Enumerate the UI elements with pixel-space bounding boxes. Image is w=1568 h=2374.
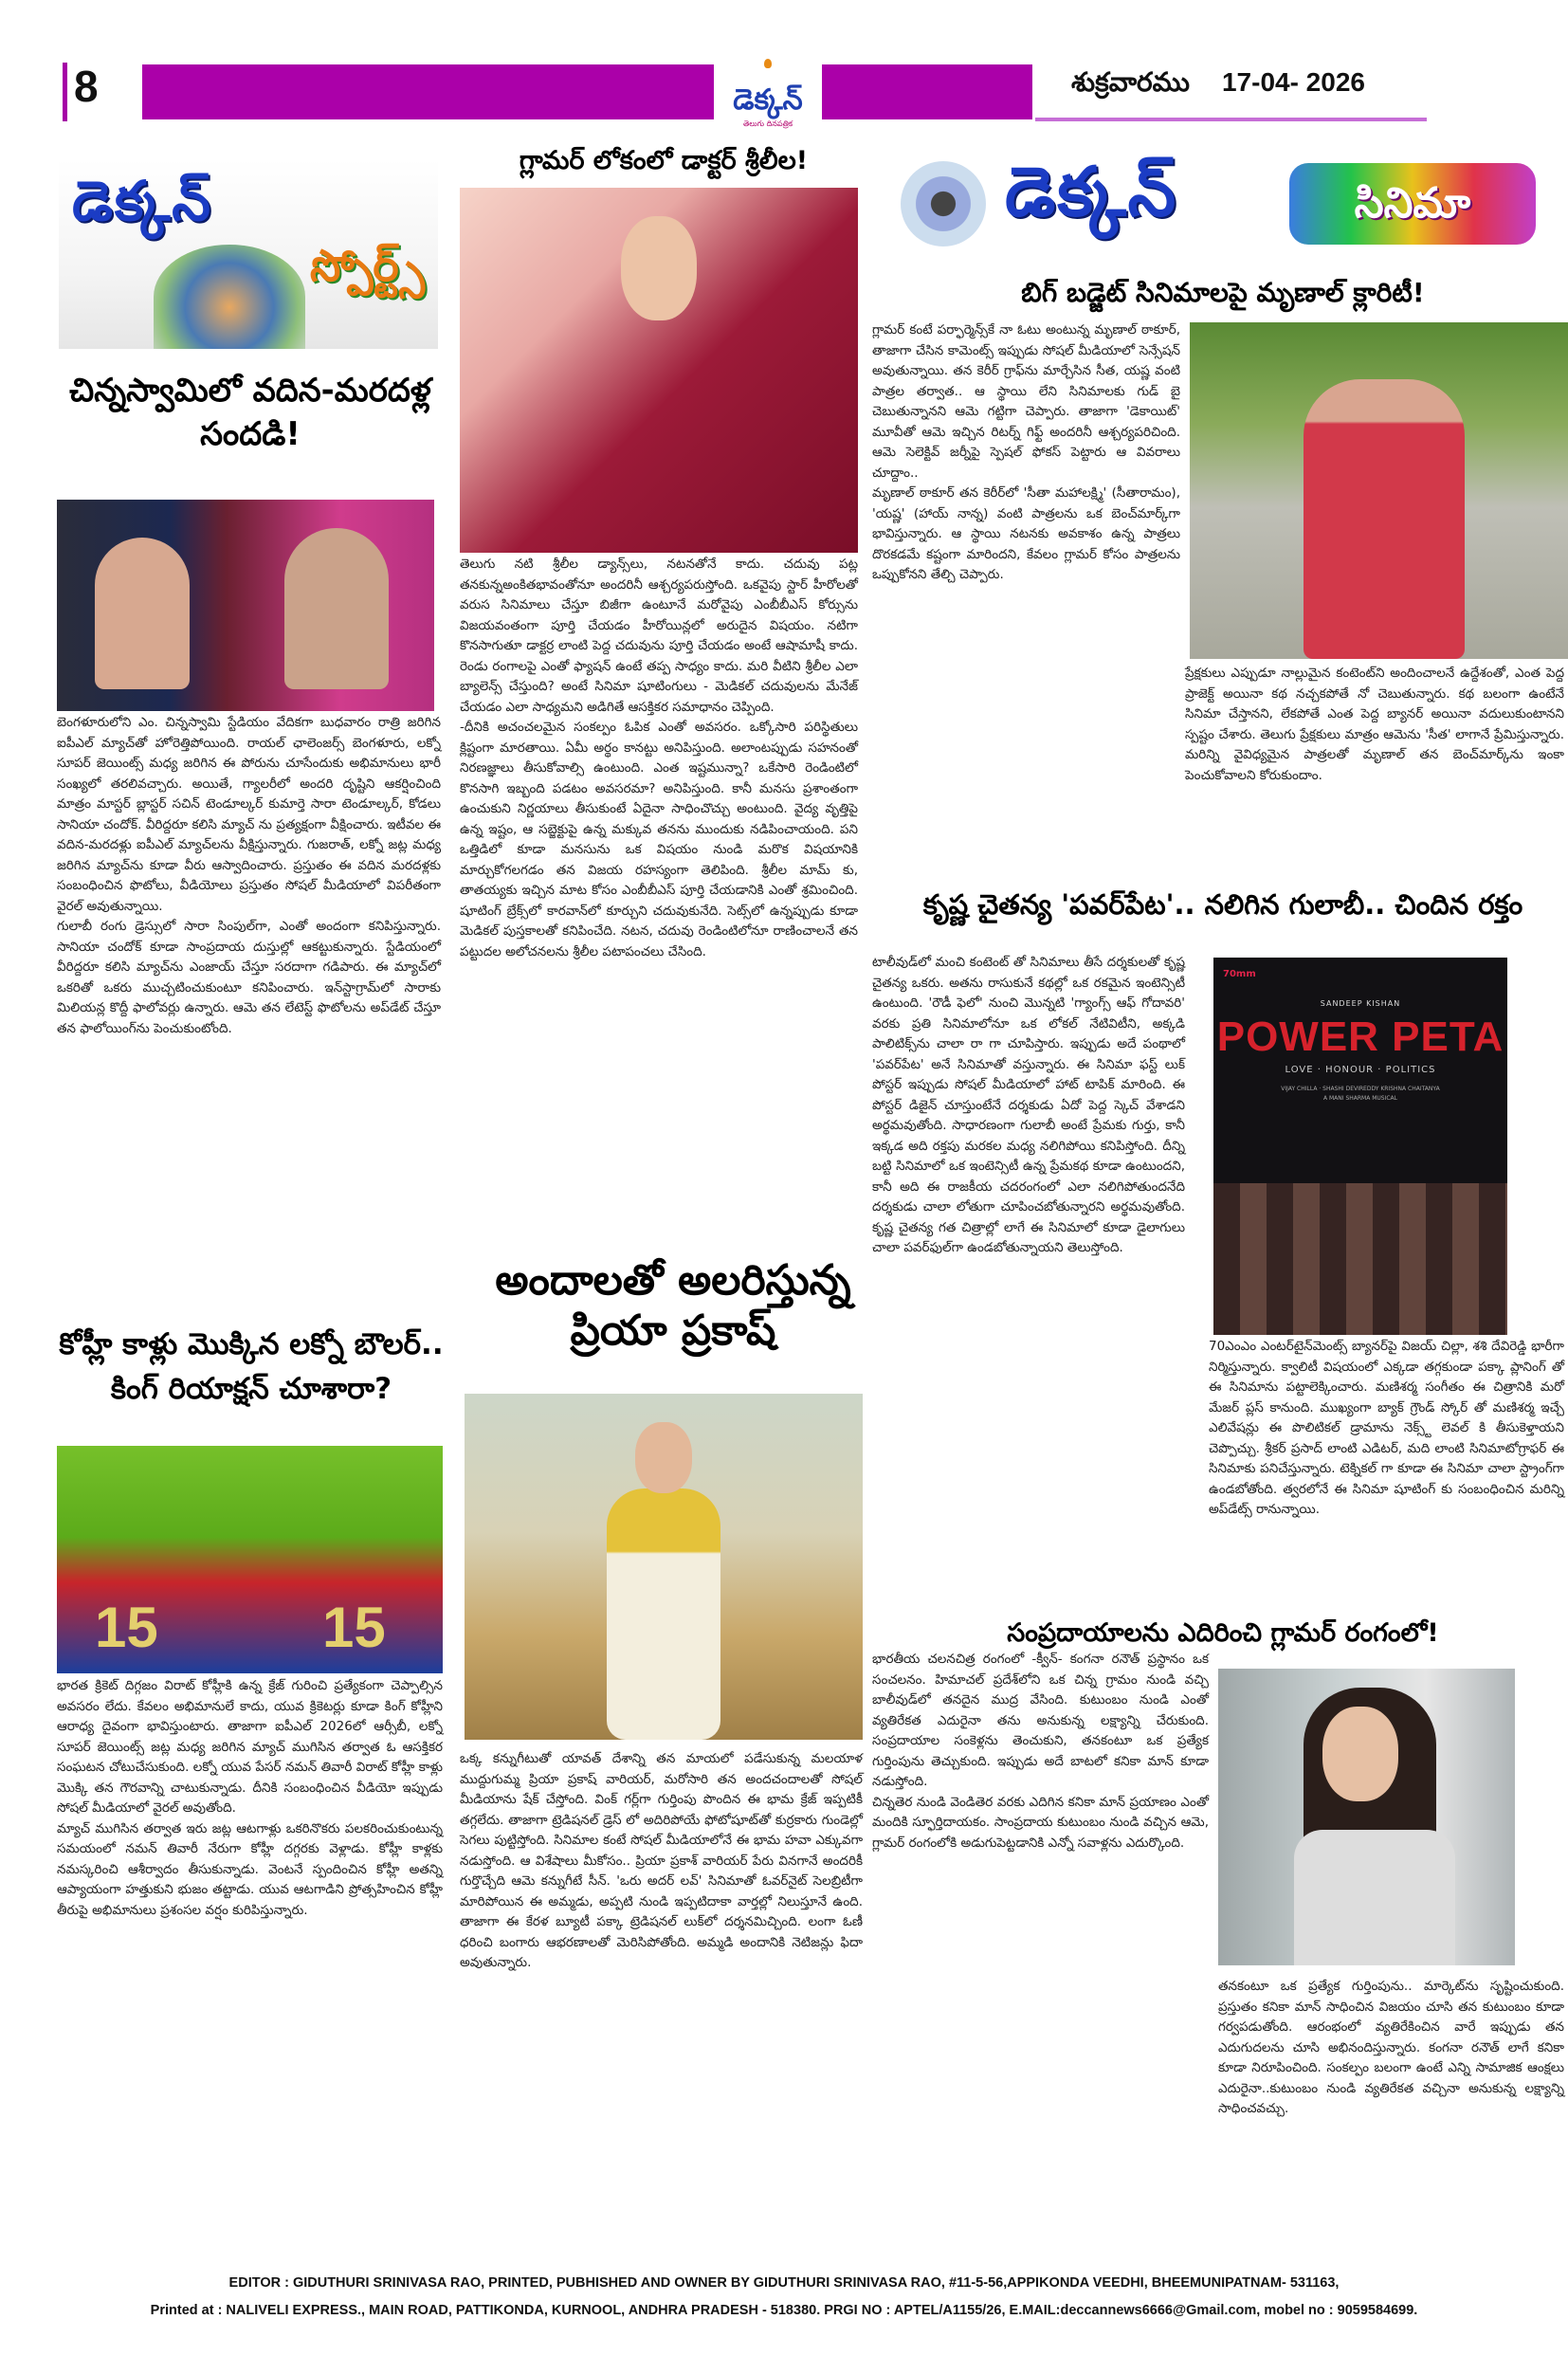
article-body-sreeleela [460, 555, 858, 962]
article-body-mrunal-cont [1185, 664, 1564, 786]
paragraph: తెలుగు నటి శ్రీలీల డ్యాన్స్‌లు, నటనతోనే కాదు. చదువు పట్ల తనకున్నఅంకితభావంతోనూ అందరినీ ఆశ్చర్యపరుస్తోంది. ఒకవైపు స్టార్ హీరోలతో వరుస సినిమాలు చేస్తూ బిజీగా ఉంటూనే మరోవైపు ఎంబీబీఎస్ కోర్సును విజయవంతంగా పూర్తి చేయడం హీరోయిన్లలో అరుదైన విషయం. నటిగా కొనసాగుతూ డాక్టర్ర లాంటి పెద్ద చదువును పూర్తి చేయడం అంటే ఆషామాషీ కాదు. రెండు రంగాలపై ఎంతో ఫ్యాషన్ ఉంటే తప్ప సాధ్యం కాదు. మరి వీటిని శ్రీలీల ఎలా బ్యాలెన్స్ చేస్తుంది? అంటే సినిమా షూటింగులు - మెడికల్ చదువులను మేనేజ్ చేయడం ఎలా సాధ్యమని అడిగితే ఆసక్తికర సమాధానం చెప్పింది. [460, 557, 858, 715]
article-body-sports-1 [57, 713, 441, 1039]
flame-icon [764, 59, 772, 68]
poster-power-peta [1213, 958, 1507, 1335]
day-label: శుక్రవారము [1071, 66, 1190, 98]
paragraph: భారతీయ చలనచిత్ర రంగంలో -క్వీన్- కంగనా రనౌత్ ప్రస్థానం ఒక సంచలనం. హిమాచల్ ప్రదేశ్‌లోని ఒక చిన్న గ్రామం నుండి వచ్చి బాలీవుడ్‌లో తనదైన ముద్ర వేసింది. కుటుంబం నుండి ఎంతో వ్యతిరేకత ఎదురైనా తను అనుకున్న లక్ష్యాన్ని చేరుకుంది. సంప్రదాయాల సంకెళ్లను తెంచుకుని, తనకంటూ ఒక ప్రత్యేక గుర్తింపును తెచ్చుకుంది. ఇప్పుడు అదే బాటలో కనికా మాన్ కూడా నడుస్తోంది. [872, 1652, 1209, 1789]
headline-sreeleela: గ్లామర్ లోకంలో డాక్టర్ శ్రీలీల! [519, 146, 809, 175]
masthead-bar-right [822, 64, 1032, 119]
article-body-kangana [872, 1650, 1209, 1854]
article-body-power-peta [872, 953, 1185, 1259]
poster-title: POWER PETA [1216, 1014, 1504, 1060]
photo-mrunal [1190, 322, 1568, 659]
paragraph: మృణాల్ ఠాకూర్ తన కెరీర్‌లో 'సీతా మహాలక్ష్మి' (సీతారామం), 'యష్ణ' (హాయ్ నాన్న) వంటి పాత్రలను ఒక బెంచ్‌మార్క్‌గా భావిస్తున్నారు. ఆ స్థాయి నటనకు అవకాశం ఉన్న పాత్రలు దొరకడమే కష్టంగా మారిందని, కేవలం గ్లామర్ కోసం పాత్రలను ఒప్పుకోనని తేల్చి చెప్పారు. [872, 485, 1180, 582]
headline-power-peta: కృష్ణ చైతన్య 'పవర్‌పేట'.. నలిగిన గులాబీ.. చిందిన రక్తం [922, 888, 1523, 921]
poster-top-credit: SANDEEP KISHAN [1320, 999, 1401, 1008]
page-number: 8 [74, 62, 99, 111]
cinema-banner-title: డెక్కన్ [1005, 152, 1178, 231]
paragraph: తనకంటూ ఒక ప్రత్యేక గుర్తింపును.. మార్కెట్‌ను సృష్టించుకుంది. ప్రస్తుతం కనికా మాన్ సాధించిన విజయం చూసి తన కుటుంబం కూడా గర్వపడుతోంది. ఆరంభంలో వ్యతిరేకించిన వారే ఇప్పుడు తన ఎదుగుదలను చూసి అభినందిస్తున్నారు. కంగనా రనౌత్ లాగే కనికా కూడా నిరూపించింది. సంకల్పం బలంగా ఉంటే ఎన్ని సామాజిక ఆంక్షలు ఎదురైనా..కుటుంబం నుండి వ్యతిరేకత వచ్చినా అనుకున్న లక్ష్యాన్ని సాధించవచ్చు. [1218, 1979, 1564, 2116]
dateline [1071, 66, 1365, 104]
masthead-bar-left [142, 64, 714, 119]
sports-section-banner [59, 159, 438, 349]
paragraph: గులాబీ రంగు డ్రెస్సులో సారా సింపుల్‌గా, ఎంతో అందంగా కనిపిస్తున్నారు. సానియా చందోక్ కూడా సాంప్రదాయ దుస్తుల్లో ఆకట్టుకున్నారు. స్టేడియంలో వీరిద్దరూ కలిసి మ్యాచ్‌ను ఎంజాయ్ చేస్తూ సరదాగా గడిపారు. ఈ మ్యాచ్‌లో ఒకరితో ఒకరు ముచ్చటించుకుంటూ కనిపించారు. ఇన్‌స్టాగ్రామ్‌లో సారాకు మిలియన్ల కొద్దీ ఫాలోవర్లు ఉన్నారు. ఆమె తన లేటెస్ట్ ఫొటోలను అప్‌డేట్ చేస్తూ తన ఫాలోయింగ్‌ను పెంచుకుంటోంది. [57, 919, 442, 1036]
photo-face [635, 1422, 692, 1493]
jersey-number: 15 [322, 1596, 386, 1659]
masthead-logo [716, 59, 820, 128]
date-underline [1035, 118, 1427, 121]
photo-person-left [95, 538, 190, 689]
headline-kangana: సంప్రదాయాలను ఎదిరించి గ్లామర్ రంగంలో! [1007, 1618, 1439, 1648]
article-body-mrunal [872, 320, 1180, 586]
paragraph: ఒక్క కన్నుగీటుతో యావత్ దేశాన్ని తన మాయలో పడేసుకున్న మలయాళ ముద్దుగుమ్మ ప్రియా ప్రకాష్ వారియర్, మరోసారి తన అందచందాలతో సోషల్ మీడియాను షేక్ చేస్తోంది. వింక్ గర్ల్‌గా గుర్తింపు పొందిన ఈ భామ క్రేజ్ ఇప్పటికీ తగ్గలేదు. తాజాగా ట్రెడిషనల్ డ్రెస్ లో అదిరిపోయే ఫోటోషూట్‌తో కుర్రకారు గుండెల్లో సెగలు పుట్టిస్తోంది. సినిమాల కంటే సోషల్ మీడియాలోనే ఈ భామ హవా ఎక్కువగా నడుస్తోంది. ఆ విశేషాలు మీకోసం.. ప్రియా ప్రకాశ్ వారియర్ పేరు వినగానే అందరికీ గుర్తొచ్చేది ఆమె కన్నుగీటే సీన్. 'ఒరు అదర్ లవ్' సినిమాతో ఓవర్‌నైట్ సెలబ్రిటీగా మారిపోయిన ఈ అమ్మడు, అప్పటి నుండి ఇప్పటిదాకా వార్తల్లో నిలుస్తూనే ఉంది. తాజాగా ఈ కేరళ బ్యూటీ పక్కా ట్రెడిషనల్ లుక్‌లో దర్శనమిచ్చింది. లంగా ఓణీ ధరించి బంగారు ఆభరణాలతో మెరిసిపోతోంది. అమ్మడి అందానికి నెటిజన్లు ఫిదా అవుతున్నారు. [460, 1751, 863, 1970]
paragraph: -దీనికి అచంచలమైన సంకల్పం ఓపిక ఎంతో అవసరం. ఒక్కోసారి పరిస్థితులు క్లిష్టంగా మారతాయి. ఏమీ అర్థం కానట్టు అనిపిస్తుంది. అలాంటప్పుడు సహనంతో నిరణజ్ఞాలు తీసుకోవాల్సి ఉంటుంది. ఎంత ఇష్టమున్నా? ఒకేసారి రెండింటిలో కొనసాగి ఇబ్బంది పడటం అవసరమా? అనిపిస్తుంది. కానీ మనసు ప్రశాంతంగా ఉంచుకుని నిర్ణయాలు తీసుకుంటే ఏదైనా సాధించొచ్చు అంటుంది. వైద్య వృత్తిపై ఉన్న ఇష్టం, ఆ సబ్జెక్టుపై ఉన్న మక్కువ తనను ముందుకు నడిపించాయంది. పని ఒత్తిడిలో కూడా మనసును ఒక విషయం నుండి మరొక విషయానికి మార్చుకోగలగడం తన విజయ రహస్యంగా తెలిపింది. శ్రీలీల మామ్ కు, తాతయ్యకు ఇచ్చిన మాట కోసం ఎంబీబీఎస్ పూర్తి చేయడానికి ఎంతో శ్రమించింది. షూటింగ్ బ్రేక్స్‌లో కారవాన్‌లో కూర్చుని చదువుకునేది. సెట్స్‌లో ఉన్నప్పుడు కూడా మెడికల్ పుస్తకాలతో కనిపించేది. నటన, చదువు రెండింటిలోనూ రాణించాలనే తన పట్టుదల అలోచనలను శ్రీలీల పటాపంచలు చేసింది. [460, 720, 858, 959]
photo-outfit [1294, 1830, 1455, 1965]
photo-sara-sania [57, 500, 434, 711]
article-body-sports-2 [57, 1676, 443, 1921]
headline-priya: అందాలతో అలరిస్తున్న ప్రియా ప్రకాష్ [495, 1256, 851, 1355]
studio-logo: 70mm [1223, 969, 1256, 979]
chessboard-illustration [1213, 1183, 1507, 1335]
date-label: 17-04- 2026 [1221, 67, 1365, 97]
headline-sports-1: చిన్నస్వామిలో వదిన-మరదళ్ల సందడి! [69, 372, 431, 453]
poster-credits-line: A MANI SHARMA MUSICAL [1322, 1094, 1398, 1102]
sports-banner-subtitle: స్పోర్ట్స్ [310, 240, 426, 291]
paragraph: గ్లామర్ కంటే పర్ఫార్మెన్స్‌కే నా ఓటు అంటున్న మృణాల్ ఠాకూర్, తాజాగా చేసిన కామెంట్స్ ఇప్పుడు సోషల్ మీడియాలో సెన్సేషన్ అవుతున్నాయి. తన కెరీర్ గ్రాఫ్‌ను మార్చేసిన సీత, యష్ణ వంటి పాత్రల తర్వాత.. ఆ స్థాయి లేని సినిమాలకు గుడ్ బై చెబుతున్నానని ఆమె గట్టిగా చెప్పారు. తాజాగా 'డెకాయిట్' మూవీతో ఆమె ఇచ్చిన రిటర్న్ గిఫ్ట్ అందరినీ ఆశ్చర్యపరిచింది. ఆమె సెలెక్టివ్ జర్నీపై స్పెషల్ ఫోకస్ పెట్టారు ఆ వివరాలు చూద్దాం.. [872, 322, 1180, 481]
article-body-kangana-cont [1218, 1977, 1564, 2120]
logo-tagline: తెలుగు దినపత్రిక [742, 119, 793, 128]
jersey-number: 15 [95, 1596, 158, 1659]
photo-sreeleela [460, 188, 858, 553]
paragraph: బెంగళూరులోని ఎం. చిన్నస్వామి స్టేడియం వేదికగా బుధవారం రాత్రి జరిగిన ఐపీఎల్ మ్యాచ్‌తో హోరెత్తిపోయింది. రాయల్ ఛాలెంజర్స్ బెంగళూరు, లక్నో సూపర్ జెయింట్స్ మధ్య జరిగిన ఈ పోరును చూసేందుకు అభిమానులు భారీ సంఖ్యలో తరలివచ్చారు. అయితే, గ్యాలరీలో అందరి దృష్టిని ఆకర్షించింది మాత్రం మాస్టర్ బ్లాస్టర్ సచిన్ టెండూల్కర్ కుమార్తె సారా టెండూల్కర్, కోడలు సానియా చందోక్. వీరిద్దరూ కలిసి మ్యాచ్ ను ప్రత్యక్షంగా వీక్షించారు. ఇటీవల ఈ వదిన-మరదళ్లు ఐపీఎల్ మ్యాచ్‌లను వీక్షిస్తున్నారు. గుజరాత్, లక్నో జట్ల మధ్య జరిగిన మ్యాచ్‌ను కూడా వీరు ఆస్వాదించారు. ప్రస్తుతం ఈ వదిన మరదళ్లకు సంబంధించిన ఫొటోలు, వీడియోలు ప్రస్తుతం సోషల్ మీడియాలో విపరీతంగా వైరల్ అవుతున్నాయి. [57, 715, 441, 914]
page-number-bar [63, 63, 67, 121]
paragraph: ప్రేక్షకులు ఎప్పుడూ నాల్లుమైన కంటెంట్‌ని అందించాలనే ఉద్దేశంతో, ఎంత పెద్ద ప్రాజెక్ట్ అయినా కథ నచ్చకపోతే నో చెబుతున్నారు. కథ బలంగా ఉంటేనే సినిమా చేస్తానని, లేకపోతే ఎంత పెద్ద బ్యానర్ అయినా వదులుకుంటానని స్పష్టం చేశారు. తెలుగు ప్రేక్షకులు మాత్రం ఆమెను 'సీత' లాగానే ప్రేమిస్తున్నారు. మరిన్ని వైవిధ్యమైన పాత్రలతో మృణాల్ తన బెంచ్‌మార్క్‌ను ఇంకా పెంచుకోవాలని కోరుకుందాం. [1185, 666, 1564, 783]
photo-priya-prakash [465, 1394, 863, 1740]
footer-imprint-line-1: EDITOR : GIDUTHURI SRINIVASA RAO, PRINTED, PUBHISHED AND OWNER BY GIDUTHURI SRINIVASA RAO, #11-5-56,APPIKONDA VEEDHI, BHEEMUNIPATNAM- 531163, [228, 2275, 1340, 2291]
paragraph: టాలీవుడ్‌లో మంచి కంటెంట్ తో సినిమాలు తీసే దర్శకులతో కృష్ణ చైతన్య ఒకరు. అతను రాసుకునే కథల్లో ఒక రకమైన ఇంటెన్సిటీ ఉంటుంది. 'రౌడీ ఫెలో' నుంచి మొన్నటి 'గ్యాంగ్స్ ఆఫ్ గోదావరి' వరకు ప్రతి సినిమాలోనూ ఒక లోకల్ నేటివిటీని, అక్కడి పాలిటిక్స్‌ను చాలా రా గా చూపిస్తారు. ఇప్పుడు అదే పంథాలో 'పవర్‌పేట' అనే సినిమాతో వస్తున్నారు. ఈ సినిమా ఫస్ట్ లుక్ పోస్టర్ ఇప్పుడు సోషల్ మీడియాలో హాట్ టాపిక్ మారింది. ఈ పోస్టర్ డిజైన్ చూస్తుంటేనే దర్శకుడు ఏదో పెద్ద స్కెచ్ వేశాడని అర్థమవుతోంది. సాధారణంగా గులాబీ అంటే ప్రేమకు గుర్తు, కానీ ఇక్కడ అది రక్తపు మరకల మధ్య నలిగిపోయి కనిపిస్తోంది. దీన్ని బట్టి సినిమాలో ఒక ఇంటెన్సిటీ ఉన్న ప్రేమకథ కూడా ఉంటుందని, కానీ అది ఈ రాజకీయ చదరంగంలో ఎలా నలిగిపోతుందనేది దర్శకుడు చాలా లోతుగా చూపించబోతున్నారని అర్థమవుతోంది. కృష్ణ చైతన్య గత చిత్రాల్లో లాగే ఈ సినిమాలో కూడా డైలాగులు చాలా పవర్‌ఫుల్‌గా ఉండబోతున్నాయని తెలుస్తోంది. [872, 955, 1185, 1255]
footer-imprint-line-2: Printed at : NALIVELI EXPRESS., MAIN ROAD, PATTIKONDA, KURNOOL, ANDHRA PRADESH - 518380. PRGI NO : APTEL/A1155/26, E.MAIL:deccannews6666@Gmail.com, mobel no : 9059584699. [150, 2303, 1418, 2318]
sports-banner-title: డెక్కన్ [72, 169, 212, 233]
headline-mrunal: బిగ్ బడ్జెట్ సినిమాలపై మృణాల్ క్లారిటీ! [1021, 277, 1425, 308]
article-body-power-peta-cont [1209, 1337, 1564, 1521]
poster-credits [1213, 1085, 1507, 1103]
logo-text: డెక్కన్ [733, 83, 803, 117]
photo-dress [1304, 379, 1465, 659]
headline-sports-2: కోహ్లీ కాళ్లు మొక్కిన లక్నో బౌలర్.. కింగ్ రియాక్షన్ చూశారా? [59, 1327, 444, 1406]
paragraph: 70ఎంఎం ఎంటర్‌టైన్‌మెంట్స్ బ్యానర్‌పై విజయ్ చిల్లా, శశి దేవిరెడ్డి భారీగా నిర్మిస్తున్నారు. క్వాలిటీ విషయంలో ఎక్కడా తగ్గకుండా పక్కా ప్లానింగ్ తో ఈ సినిమాను పట్టాలెక్కించారు. మణిశర్మ సంగీతం ఈ చిత్రానికి మరో మేజర్ ప్లస్ కానుంది. ముఖ్యంగా బ్యాక్ గ్రౌండ్ స్కోర్ తో మణిశర్మ ఇచ్చే ఎలివేషన్లు ఈ పొలిటికల్ డ్రామాను నెక్స్ట్ లెవల్ కి తీసుకెళ్తాయని చెప్పొచ్చు. శ్రీకర్ ప్రసాద్ లాంటి ఎడిటర్, మది లాంటి సినిమాటోగ్రాఫర్ ఈ సినిమాకు పనిచేస్తున్నారు. టెక్నికల్ గా కూడా ఈ సినిమా చాలా స్ట్రాంగ్‌గా ఉండబోతోంది. త్వరలోనే ఈ సినిమా షూటింగ్ కు సంబంధించిన మరిన్ని అప్‌డేట్స్ రానున్నాయి. [1209, 1339, 1564, 1517]
poster-credits-line: VIJAY CHILLA · SHASHI DEVIREDDY KRISHNA CHAITANYA [1281, 1086, 1440, 1092]
paragraph: మ్యాచ్ ముగిసిన తర్వాత ఇరు జట్ల ఆటగాళ్లు ఒకరినొకరు పలకరించుకుంటున్న సమయంలో నమన్ తివారీ నేరుగా కోహ్లీ దగ్గరకు వెళ్లాడు. కోహ్లీ కాళ్లకు నమస్కరించి ఆశీర్వాదం తీసుకున్నాడు. వెంటనే స్పందించిన కోహ్లీ అతన్ని ఆప్యాయంగా హత్తుకుని భుజం తట్టాడు. యువ ఆటగాడిని ప్రోత్సహించిన కోహ్లీ తీరుపై అభిమానులు ప్రశంసల వర్షం కురిపిస్తున్నారు. [57, 1820, 443, 1918]
paragraph: భారత క్రికెట్ దిగ్గజం విరాట్ కోహ్లీకి ఉన్న క్రేజ్ గురించి ప్రత్యేకంగా చెప్పాల్సిన అవసరం లేదు. కేవలం అభిమానులే కాదు, యువ క్రికెటర్లు కూడా కింగ్ కోహ్లీని ఆరాధ్య దైవంగా భావిస్తుంటారు. తాజాగా ఐపీఎల్ 2026లో ఆర్సీబీ, లక్నో సూపర్ జెయింట్స్ జట్ల మధ్య జరిగిన మ్యాచ్ ముగిసిన తర్వాత ఓ ఆసక్తికర సంఘటన చోటుచేసుకుంది. లక్నో యువ పేసర్ నమన్ తివారీ విరాట్ కోహ్లీ కాళ్లు మొక్కి తన గౌరవాన్ని చాటుకున్నాడు. దీనికి సంబంధించిన వీడియో ఇప్పుడు సోషల్ మీడియాలో వైరల్ అవుతోంది. [57, 1678, 443, 1816]
photo-dress [607, 1488, 720, 1740]
sports-illustration [154, 245, 305, 349]
article-body-priya [460, 1749, 863, 1974]
paragraph: చిన్నతెర నుండి వెండితెర వరకు ఎదిగిన కనికా మాన్ ప్రయాణం ఎంతో మందికి స్ఫూర్తిదాయకం. సాంప్రదాయ కుటుంబం నుండి వచ్చిన ఆమె, గ్లామర్ రంగంలోకి అడుగుపెట్టడానికి ఎన్నో సవాళ్లను ఎదుర్కొంది. [872, 1794, 1209, 1851]
photo-kohli-bowler [57, 1446, 443, 1673]
photo-face [1322, 1707, 1398, 1801]
cinema-section-banner [882, 152, 1564, 256]
photo-face [621, 216, 697, 320]
poster-tagline: LOVE · HONOUR · POLITICS [1285, 1065, 1436, 1075]
film-reel-icon [901, 161, 986, 247]
photo-person-right [284, 528, 389, 689]
cinema-banner-subtitle: సినిమా [1289, 163, 1536, 245]
photo-kanika-mann [1218, 1669, 1515, 1965]
